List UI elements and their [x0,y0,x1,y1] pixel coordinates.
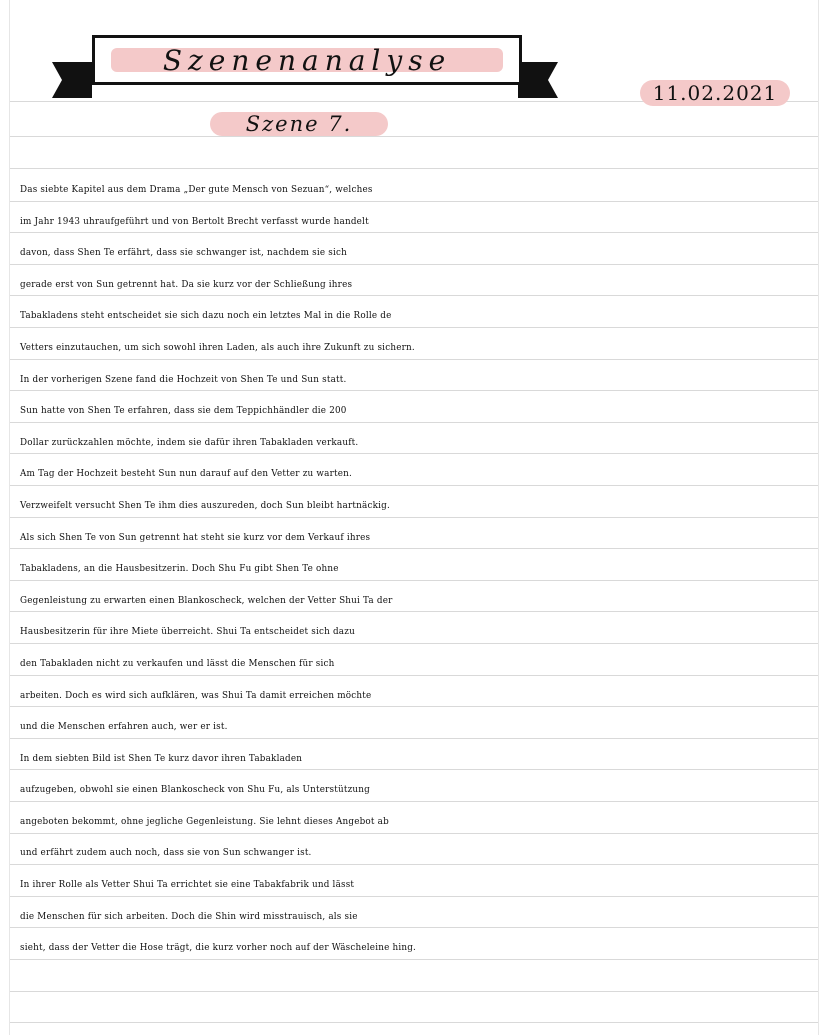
ruled-line [10,991,818,992]
text-line: Vetters einzutauchen, um sich sowohl ihren Laden, als auch ihre Zukunft zu sichern. [20,342,415,353]
text-line: Am Tag der Hochzeit besteht Sun nun darauf auf den Vetter zu warten. [20,469,352,480]
text-line: Dollar zurückzahlen möchte, indem sie dafür ihren Tabakladen verkauft. [20,437,359,448]
text-line: und die Menschen erfahren auch, wer er ist. [20,722,228,733]
text-line: aufzugeben, obwohl sie einen Blankoscheck von Shu Fu, als Unterstützung [20,785,370,796]
text-line: In ihrer Rolle als Vetter Shui Ta errichtet sie eine Tabakfabrik und lässt [20,880,355,891]
text-line: Tabakladens steht entscheidet sie sich dazu noch ein letztes Mal in die Rolle de [20,311,392,322]
date-label: 11.02.2021 [640,80,790,106]
text-line: Verzweifelt versucht Shen Te ihm dies auszureden, doch Sun bleibt hartnäckig. [20,500,390,511]
text-line: und erfährt zudem auch noch, dass sie von Sun schwanger ist. [20,848,312,859]
text-line: Hausbesitzerin für ihre Miete überreicht. Shui Ta entscheidet sich dazu [20,627,355,638]
text-line: In der vorherigen Szene fand die Hochzeit von Shen Te und Sun statt. [20,374,347,385]
text-line: gerade erst von Sun getrennt hat. Da sie kurz vor der Schließung ihres [20,279,353,290]
notebook-page [10,0,818,1035]
text-line: im Jahr 1943 uhraufgeführt und von Bertolt Brecht verfasst wurde handelt [20,216,369,227]
banner-ribbon-right [518,62,558,98]
text-line: arbeiten. Doch es wird sich aufklären, was Shui Ta damit erreichen möchte [20,690,372,701]
ruled-line [10,168,818,169]
text-line: die Menschen für sich arbeiten. Doch die Shin wird misstrauisch, als sie [20,911,358,922]
text-line: davon, dass Shen Te erfährt, dass sie schwanger ist, nachdem sie sich [20,248,347,259]
text-line: Das siebte Kapitel aus dem Drama „Der gute Mensch von Sezuan“, welches [20,185,373,195]
page-title: Szenenanalyse [162,43,452,77]
text-line: sieht, dass der Vetter die Hose trägt, die kurz vorher noch auf der Wäscheleine hing. [20,943,417,954]
text-line: Sun hatte von Shen Te erfahren, dass sie dem Teppichhändler die 200 [20,406,347,417]
text-line: Gegenleistung zu erwarten einen Blankoscheck, welchen der Vetter Shui Ta der [20,595,393,606]
text-line: Als sich Shen Te von Sun getrennt hat steht sie kurz vor dem Verkauf ihres [20,532,371,543]
scene-heading: Szene 7. [210,112,388,136]
text-line: Tabakladens, an die Hausbesitzerin. Doch Shu Fu gibt Shen Te ohne [20,564,339,575]
text-line: angeboten bekommt, ohne jegliche Gegenleistung. Sie lehnt dieses Angebot ab [20,816,389,827]
title-banner [92,35,522,85]
ruled-line [10,136,818,137]
text-line: In dem siebten Bild ist Shen Te kurz davor ihren Tabakladen [20,753,303,764]
handwritten-text [20,175,820,965]
text-line: den Tabakladen nicht zu verkaufen und lässt die Menschen für sich [20,658,335,669]
ruled-line [10,1022,818,1023]
banner-ribbon-left [52,62,92,98]
